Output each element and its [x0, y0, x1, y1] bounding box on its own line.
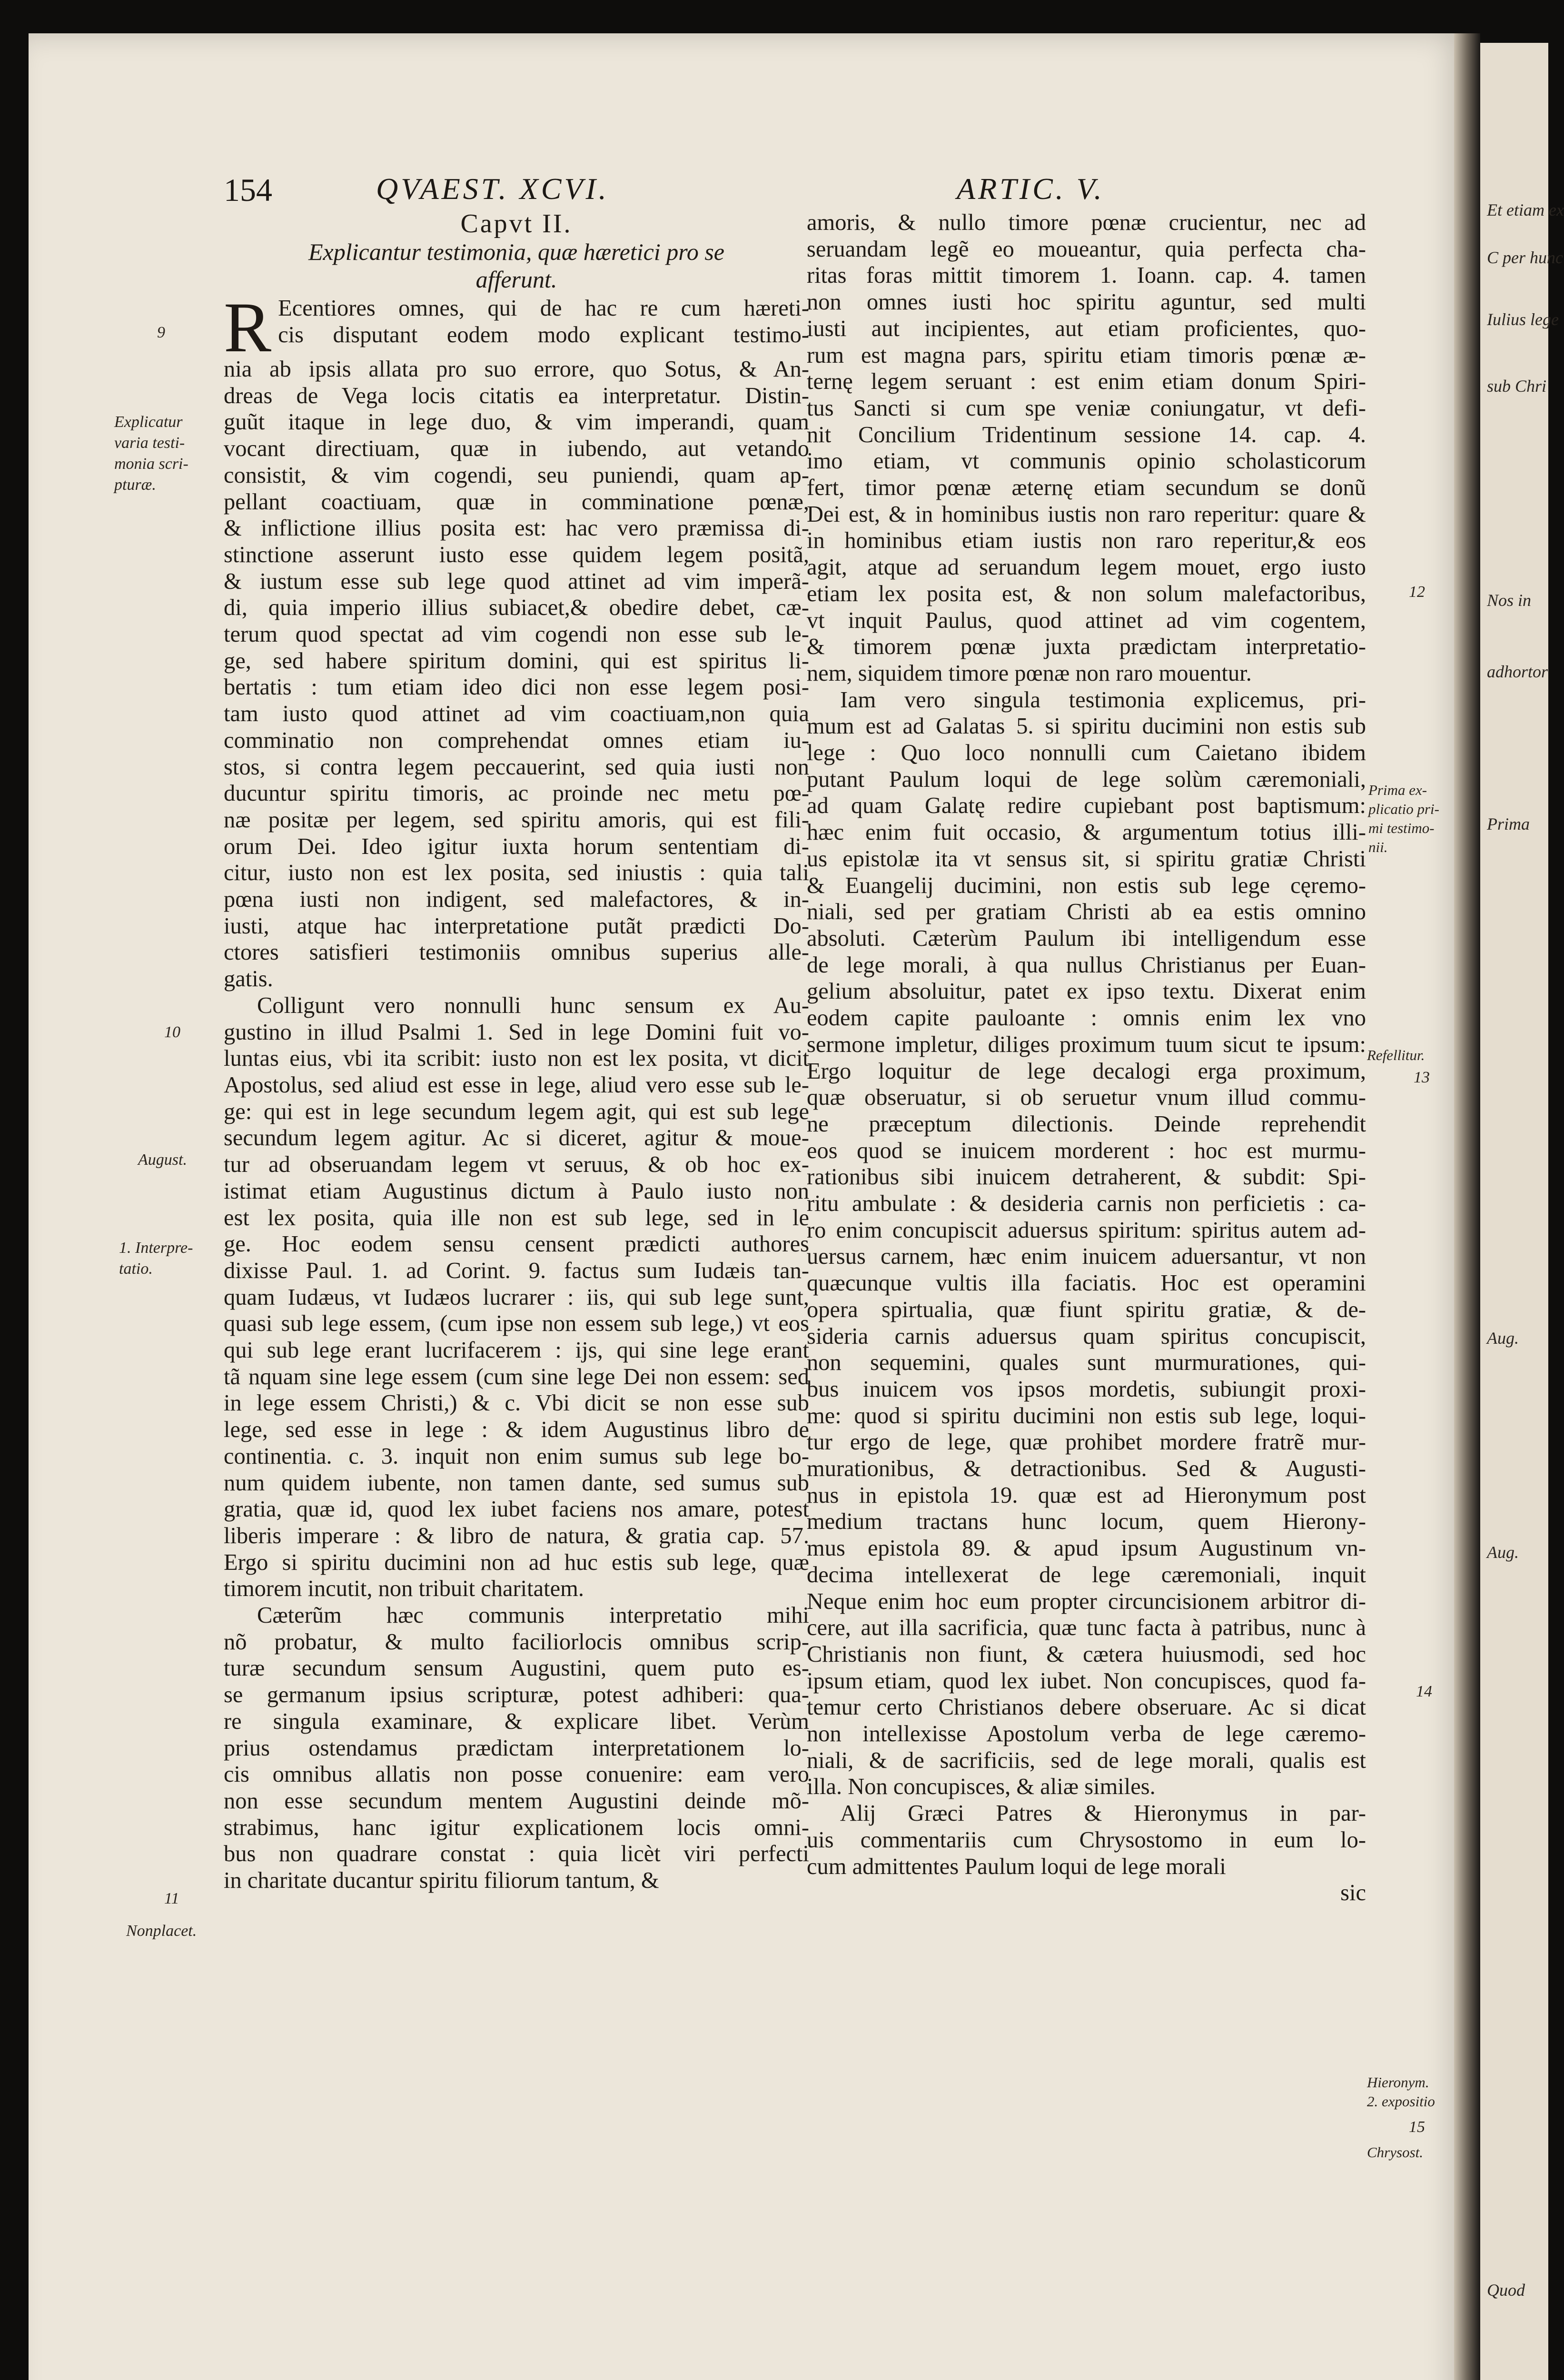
margin-note-explicatur	[114, 412, 188, 496]
text-line: us epistolæ ita vt sensus sit, si spiritu gratiæ Christi	[807, 846, 1366, 872]
text-line: tus Sancti si cum spe veniæ coniungatur, vt defi-	[807, 395, 1366, 421]
text-line: non esse secundum mentem Augustini deinde mõ-	[224, 1788, 809, 1814]
text-line: ducuntur spiritu timoris, ac proinde nec metu pœ-	[224, 781, 809, 806]
text-line: se germanum ipsius scripturæ, potest adhiberi: qua-	[224, 1682, 809, 1708]
margin-note-chrysostomus: Chrysost.	[1367, 2144, 1423, 2161]
text-line: vt inquit Paulus, quod attinet ad vim cogentem,	[807, 607, 1366, 633]
text-line: rum est magna pars, spiritu etiam timoris pœnæ æ-	[807, 342, 1366, 368]
margin-note-line: varia testi-	[114, 434, 185, 452]
text-line: timorem incutit, non tribuit charitatem.	[224, 1576, 584, 1602]
next-page-fragment: Aug.	[1487, 1543, 1519, 1562]
margin-number: 11	[164, 1890, 179, 1907]
chapter-subtitle-line: Explicantur testimonia, quæ hæretici pro se	[308, 238, 724, 265]
right-body-text	[807, 209, 1366, 1880]
text-line: secundum legem agitur. Ac si diceret, agitur & moue-	[224, 1125, 809, 1151]
text-line: etiam lex posita est, & non solum malefactoribus,	[807, 581, 1366, 606]
text-line: ternę legem seruant : est enim etiam donum Spiri-	[807, 369, 1366, 395]
margin-note-line: mi testimo-	[1368, 820, 1435, 836]
text-line: ge, sed habere spiritum domini, qui est spiritus li-	[224, 648, 809, 674]
text-line: Ergo si spiritu ducimini non ad huc estis sub lege, quæ	[224, 1549, 809, 1575]
text-line: uis commentariis cum Chrysostomo in eum lo-	[807, 1827, 1366, 1853]
next-page-fragment: Nos in	[1487, 591, 1532, 610]
text-line: Colligunt vero nonnulli hunc sensum ex Au-	[257, 992, 809, 1018]
text-line: quam Iudæus, vt Iudæos lucrarer : iis, qui sub lege sunt,	[224, 1284, 809, 1310]
margin-number: 13	[1414, 1069, 1430, 1086]
text-line: pellant coactiuam, quæ in comminatione pœnæ,	[224, 489, 809, 515]
margin-number: 15	[1409, 2118, 1425, 2136]
text-line: turæ secundum sensum Augustini, quem puto es-	[224, 1656, 809, 1681]
text-line: medium tractans hunc locum, quem Hierony-	[807, 1509, 1366, 1535]
text-line: Christianis non fiunt, & cætera huiusmodi, sed hoc	[807, 1641, 1366, 1667]
text-line: me: quod si spiritu ducimini non estis sub lege, loqui-	[807, 1403, 1366, 1428]
text-line: tã nquam sine lege essem (cum sine lege Dei non essem: sed	[224, 1364, 809, 1389]
margin-number: 12	[1409, 583, 1425, 601]
text-line: rationibus sibi inuicem detraherent, & subdit: Spi-	[807, 1164, 1366, 1190]
left-column	[224, 209, 809, 1894]
margin-note-refellitur: Refellitur.	[1367, 1047, 1425, 1063]
text-line: Dei est, & in hominibus iustis non raro reperitur: quare &	[807, 501, 1366, 527]
next-page-fragment: Iulius lege	[1487, 310, 1559, 329]
text-line: næ positæ per legem, sed spiritu amoris, qui est fili-	[224, 807, 809, 833]
text-line: hæc enim fuit occasio, & argumentum totius illi-	[807, 820, 1366, 845]
text-line: prius ostendamus prædictam interpretationem lo-	[224, 1735, 809, 1761]
text-line: re singula examinare, & explicare libet. Verùm	[224, 1708, 809, 1734]
text-line: nõ probatur, & multo faciliorlocis omnibus scrip-	[224, 1629, 809, 1655]
text-line: & Euangelij ducimini, non estis sub lege cęremo-	[807, 873, 1366, 898]
text-line: dixisse Paul. 1. ad Corint. 9. factus sum Iudæis tan-	[224, 1258, 809, 1283]
text-line: nia ab ipsis allata pro suo errore, quo Sotus, & An-	[224, 357, 809, 382]
text-line: Ecentiores omnes, qui de hac re cum hæreti-	[278, 296, 809, 321]
text-line: ctores satisfieri testimoniis omnibus superius alle-	[224, 940, 809, 965]
chapter-subtitle	[224, 238, 809, 293]
text-line: in charitate ducantur spiritu filiorum tantum, &	[224, 1868, 659, 1894]
text-line: ro enim concupiscit aduersus spiritum: spiritus autem ad-	[807, 1217, 1366, 1243]
left-body-text	[224, 356, 809, 1894]
text-line: bus inuicem vos ipsos mordetis, subiungit proxi-	[807, 1376, 1366, 1402]
opening-paragraph	[224, 288, 809, 367]
running-head-left: QVAEST. XCVI.	[376, 172, 609, 206]
margin-note-line: 1. Interpre-	[119, 1239, 193, 1257]
margin-note-line: Prima ex-	[1368, 782, 1427, 798]
text-line: gustino in illud Psalmi 1. Sed in lege Domini fuit vo-	[224, 1019, 809, 1045]
text-line: quasi sub lege essem, (cum ipse non essem sub lege,) vt eos	[224, 1311, 809, 1337]
text-line: putant Paulum loqui de lege solùm cæremoniali,	[807, 766, 1366, 792]
text-line: nem, siquidem timore pœnæ non raro mouentur.	[807, 660, 1252, 686]
text-line: iusti, atque hac interpretatione putãt prædicti Do-	[224, 913, 809, 939]
text-line: imo etiam, vt communis opinio scholasticorum	[807, 448, 1366, 474]
text-line: tam iusto quod attinet ad vim coactiuam,non quia	[224, 701, 809, 727]
text-line: bus non quadrare constat : quia licèt viri perfecti	[224, 1841, 809, 1867]
text-line: stos, si contra legem peccauerint, sed quia iusti non	[224, 754, 809, 780]
text-line: est lex posita, quia ille non est sub lege, sed in le	[224, 1205, 809, 1230]
text-line: nit Concilium Tridentinum sessione 14. cap. 4.	[807, 422, 1366, 447]
margin-note-line: nii.	[1368, 839, 1388, 855]
text-line: decima intellexerat de lege cæremoniali, inquit	[807, 1562, 1366, 1587]
drop-cap: R	[224, 288, 272, 367]
text-line: mum est ad Galatas 5. si spiritu ducimini non estis sub	[807, 714, 1366, 739]
text-line: eos quod se inuicem morderent : hoc est murmu-	[807, 1138, 1366, 1163]
text-line: Alij Græci Patres & Hieronymus in par-	[840, 1801, 1366, 1826]
margin-note-line: Hieronym.	[1367, 2074, 1429, 2091]
margin-note-line: pturæ.	[114, 476, 156, 494]
text-line: ge. Hoc eodem sensu censent prædicti authores	[224, 1231, 809, 1257]
next-page-fragment: adhortor	[1487, 662, 1548, 681]
text-line: fert, timor pœnæ æternę etiam secundum se donũ	[807, 475, 1366, 501]
text-line: di, quia imperio illius subiacet,& obedire debet, cæ-	[224, 595, 809, 621]
next-page-fragment: sub Chri	[1487, 377, 1547, 396]
text-line: quæ obseruatur, si ob seruetur vnum illud commu-	[807, 1085, 1366, 1111]
text-line: gelium absoluitur, patet ex ipso textu. Dixerat enim	[807, 979, 1366, 1004]
text-line: tur ad obseruandam legem vt seruus, & ob hoc ex-	[224, 1152, 809, 1178]
text-line: strabimus, hanc igitur explicationem locis omni-	[224, 1815, 809, 1840]
text-line: ipsum etiam, quod lex iubet. Non concupisces, quod fa-	[807, 1668, 1366, 1694]
margin-note-line: Explicatur	[114, 413, 183, 431]
margin-note-line: tatio.	[119, 1260, 153, 1278]
text-line: non sequemini, quales sunt murmurationes, qui-	[807, 1350, 1366, 1376]
text-line: ne præceptum dilectionis. Deinde reprehendit	[807, 1111, 1366, 1137]
text-line: ritas foras mittit timorem 1. Ioann. cap. 4. tamen	[807, 263, 1366, 288]
text-line: lege, sed esse in lege : & idem Augustinus libro de	[224, 1417, 809, 1443]
text-line: vocant directiuam, quæ in iubendo, aut vetando	[224, 436, 809, 462]
text-line: eodem capite pauloante : omnis enim lex vno	[807, 1005, 1366, 1031]
text-line: orum Dei. Ideo igitur iuxta horum sententiam di-	[224, 833, 809, 859]
margin-note-august: August.	[138, 1151, 187, 1169]
page-number: 154	[224, 172, 272, 208]
text-line: quæcunque vultis illa faciatis. Hoc est operamini	[807, 1270, 1366, 1296]
text-line: non omnes iusti hoc spiritu aguntur, sed multi	[807, 289, 1366, 315]
text-line: consistit, & vim cogendi, seu puniendi, quam ap-	[224, 462, 809, 488]
text-line: iusti aut incipientes, aut etiam proficientes, quo-	[807, 316, 1366, 341]
text-line: niali, sed per gratiam Christi ab ea estis omnino	[807, 899, 1366, 925]
text-line: Apostolus, sed aliud est esse in lege, aliud vero esse sub le-	[224, 1072, 809, 1098]
text-line: lege : Quo loco nonnulli cum Caietano ibidem	[807, 740, 1366, 766]
text-line: mus epistola 89. & apud ipsum Augustinum vn-	[807, 1536, 1366, 1561]
text-line: gatis.	[224, 966, 273, 992]
next-page-fragment: Aug.	[1487, 1329, 1519, 1348]
text-line: num quidem iubente, non tamen dante, sed sumus sub	[224, 1470, 809, 1496]
text-line: seruandam legẽ eo moueantur, quia perfecta cha-	[807, 236, 1366, 262]
text-line: amoris, & nullo timore pœnæ crucientur, nec ad	[807, 210, 1366, 235]
text-line: citur, iusto non est lex posita, sed iniustis : quia tali	[224, 860, 809, 886]
text-line: agit, atque ad seruandum legem mouet, ergo iusto	[807, 555, 1366, 580]
text-line: de lege morali, à qua nullus Christianus per Euan-	[807, 952, 1366, 978]
text-line: luntas eius, vbi ita scribit: iusto non est lex posita, vt dicit	[224, 1046, 809, 1071]
chapter-title: Capvt II.	[460, 209, 573, 238]
text-line: opera spirtualia, quæ fiunt spiritu gratiæ, & de-	[807, 1297, 1366, 1322]
text-line: Neque enim hoc eum propter circuncisionem arbitror di-	[807, 1588, 1366, 1614]
text-line: cum admittentes Paulum loqui de lege morali	[807, 1854, 1226, 1879]
text-line: murationibus, & detractionibus. Sed & Augusti-	[807, 1456, 1366, 1482]
text-line: gratia, quæ id, quod lex iubet faciens nos amare, potest	[224, 1497, 809, 1522]
text-line: in hominibus etiam iustis non raro reperitur,& eos	[807, 528, 1366, 554]
text-line: guũt itaque in lege duo, & vim imperandi, quam	[224, 409, 809, 435]
text-line: non intellexisse Apostolum verba de lege cæremo-	[807, 1721, 1366, 1747]
text-line: Cæterũm hæc communis interpretatio mihi	[257, 1603, 809, 1628]
text-line: pœna iusti non indigent, sed malefactores, & in-	[224, 887, 809, 912]
text-line: uersus carnem, hæc enim inuicem aduersantur, vt non	[807, 1244, 1366, 1269]
text-line: ritu ambulate : & desideria carnis non perficietis : ca-	[807, 1191, 1366, 1217]
text-line: Ergo loquitur de lege decalogi erga proximum,	[807, 1058, 1366, 1084]
book-gutter	[1454, 33, 1480, 2380]
margin-note-line: plicatio pri-	[1368, 801, 1439, 817]
margin-number: 9	[157, 324, 165, 341]
text-line: cis disputant eodem modo explicant testimo-	[278, 322, 809, 347]
text-line: & inflictione illius posita est: hac vero præmissa di-	[224, 516, 809, 541]
right-column	[807, 209, 1366, 1906]
next-page-fragment: Quod	[1487, 2281, 1525, 2300]
next-page-edge	[1480, 43, 1564, 2380]
text-line: cere, aut illa sacrificia, quæ tunc facta à patribus, nunc à	[807, 1615, 1366, 1641]
margin-note-interpretatio	[119, 1238, 193, 1279]
text-line: dreas de Vega locis citatis ea interpretatur. Distin-	[224, 383, 809, 408]
text-line: Iam vero singula testimonia explicemus, pri-	[840, 687, 1366, 713]
text-line: illa. Non concupisces, & aliæ similes.	[807, 1774, 1156, 1800]
text-line: ad quam Galatę redire cupiebant post baptismum:	[807, 793, 1366, 819]
margin-number: 14	[1416, 1683, 1432, 1700]
text-line: ge: qui est in lege secundum legem agit, qui est sub lege	[224, 1099, 809, 1124]
margin-note-hieronymus	[1367, 2073, 1435, 2111]
text-line: sideria carnis aduersus quam spiritus concupiscit,	[807, 1323, 1366, 1349]
text-line: & iustum esse sub lege quod attinet ad vim imperã-	[224, 568, 809, 594]
text-line: liberis imperare : & libro de natura, & gratia cap. 57.	[224, 1523, 809, 1548]
margin-note-line: 2. expositio	[1367, 2093, 1435, 2110]
text-line: terum quod spectat ad vim cogendi non esse sub le-	[224, 622, 809, 647]
text-line: niali, & de sacrificiis, sed de lege morali, qualis est	[807, 1747, 1366, 1773]
text-line: sermone impletur, diliges proximum tuum sicut te ipsum:	[807, 1031, 1366, 1057]
text-line: & timorem pœnæ juxta prædictam interpretatio-	[807, 634, 1366, 660]
margin-note-prima	[1368, 781, 1439, 857]
catchword: sic	[1340, 1880, 1366, 1906]
text-line: bertatis : tum etiam ideo dici non esse legem posi-	[224, 674, 809, 700]
next-page-fragment: Prima	[1487, 814, 1530, 833]
next-page-fragment: C per hunc	[1487, 248, 1563, 267]
text-line: absoluti. Cæterùm Paulum ibi intelligendum esse	[807, 925, 1366, 951]
text-line: comminatio non comprehendat omnes etiam iu-	[224, 727, 809, 753]
chapter-subtitle-line: afferunt.	[475, 266, 557, 293]
text-line: continentia. c. 3. inquit non enim sumus sub lege bo-	[224, 1443, 809, 1469]
text-line: temur certo Christianos debere obseruare. Ac si dicat	[807, 1695, 1366, 1720]
text-line: in lege essem Christi,) & c. Vbi dicit se non esse sub	[224, 1390, 809, 1416]
text-line: tur ergo de lege, quæ prohibet mordere fratrẽ mur-	[807, 1429, 1366, 1455]
text-line: qui sub lege erant lucrifacerem : ijs, qui sine lege erant	[224, 1338, 809, 1363]
text-line: cis omnibus allatis non posse conuenire: eam vero	[224, 1762, 809, 1787]
margin-note-nonplacet: Nonplacet.	[126, 1922, 197, 1940]
margin-number: 10	[164, 1023, 180, 1041]
text-line: nus in epistola 19. quæ est ad Hieronymum post	[807, 1482, 1366, 1508]
running-head-right: ARTIC. V.	[957, 172, 1105, 206]
next-page-fragment: Et etiam ex	[1487, 200, 1564, 219]
text-line: istimat etiam Augustinus dictum à Paulo iusto non	[224, 1178, 809, 1204]
margin-note-line: monia scri-	[114, 455, 188, 473]
text-line: stinctione asserunt iusto esse quidem legem positã,	[224, 542, 809, 567]
